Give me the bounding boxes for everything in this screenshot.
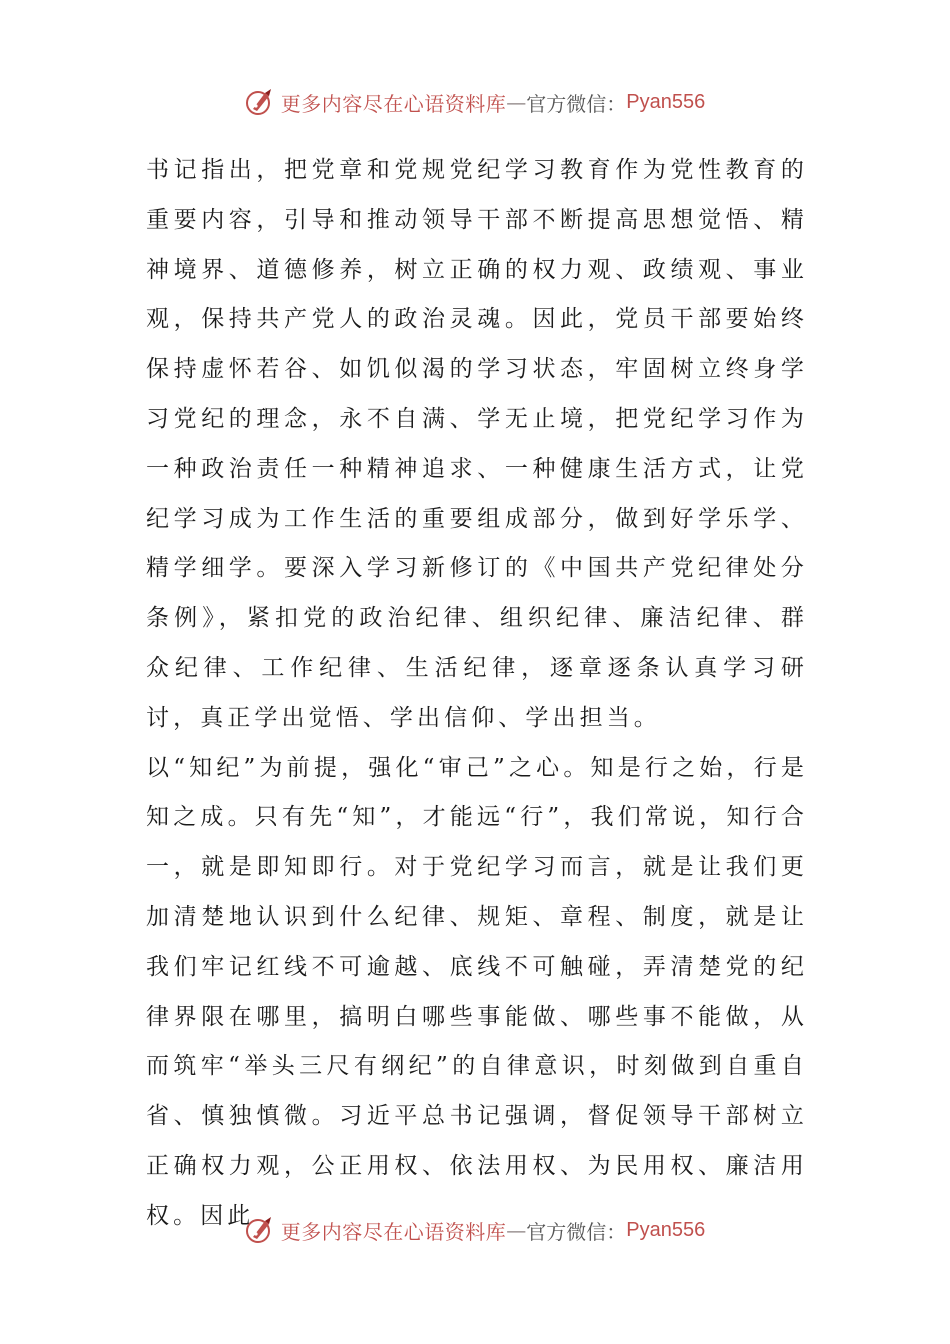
banner-wechat-id: Pyan556 — [626, 90, 706, 113]
banner-wechat-label: 官方微信： — [526, 91, 627, 116]
banner-wechat-id: Pyan556 — [626, 1218, 706, 1241]
banner-title: 更多内容尽在心语资料库 — [280, 91, 507, 116]
footer-banner — [0, 1210, 950, 1250]
pen-nib-circle-icon — [245, 1215, 275, 1245]
paragraph: 书记指出，把党章和党规党纪学习教育作为党性教育的重要内容，引导和推动领导干部不断提高思想觉悟、精神境界、道德修养，树立正确的权力观、政绩观、事业观，保持共产党人的政治灵魂。因此，党员干部要始终保持虚怀若谷、如饥似渴的学习状态，牢固树立终身学习党纪的理念，永不自满、学无止境，把党纪学习作为一种政治责任一种精神追求、一种健康生活方式，让党纪学习成为工作生活的重要组成部分，做到好学乐学、精学细学。要深入学习新修订的《中国共产党纪律处分条例》，紧扣党的政治纪律、组织纪律、廉洁纪律、群众纪律、工作纪律、生活纪律，逐章逐条认真学习研讨，真正学出觉悟、学出信仰、学出担当。 — [146, 157, 808, 731]
paragraph: 以“知纪”为前提，强化“审己”之心。知是行之始，行是知之成。只有先“知”，才能远“行”，我们常说，知行合一，就是即知即行。对于党纪学习而言，就是让我们更加清楚地认识到什么纪律、规矩、章程、制度，就是让我们牢记红线不可逾越、底线不可触碰，弄清楚党的纪律界限在哪里，搞明白哪些事能做、哪些事不能做，从而筑牢“举头三尺有纲纪”的自律意识，时刻做到自重自省、慎独慎微。习近平总书记强调，督促领导干部树立正确权力观，公正用权、依法用权、为民用权、廉洁用权。因此 — [146, 754, 808, 1229]
pen-nib-circle-icon — [245, 87, 275, 117]
document-body — [146, 146, 808, 1242]
banner-separator: — — [506, 1218, 527, 1242]
banner-title: 更多内容尽在心语资料库 — [280, 1219, 507, 1244]
banner-separator: — — [506, 90, 527, 114]
header-banner — [0, 82, 950, 122]
banner-wechat-label: 官方微信： — [526, 1219, 627, 1244]
